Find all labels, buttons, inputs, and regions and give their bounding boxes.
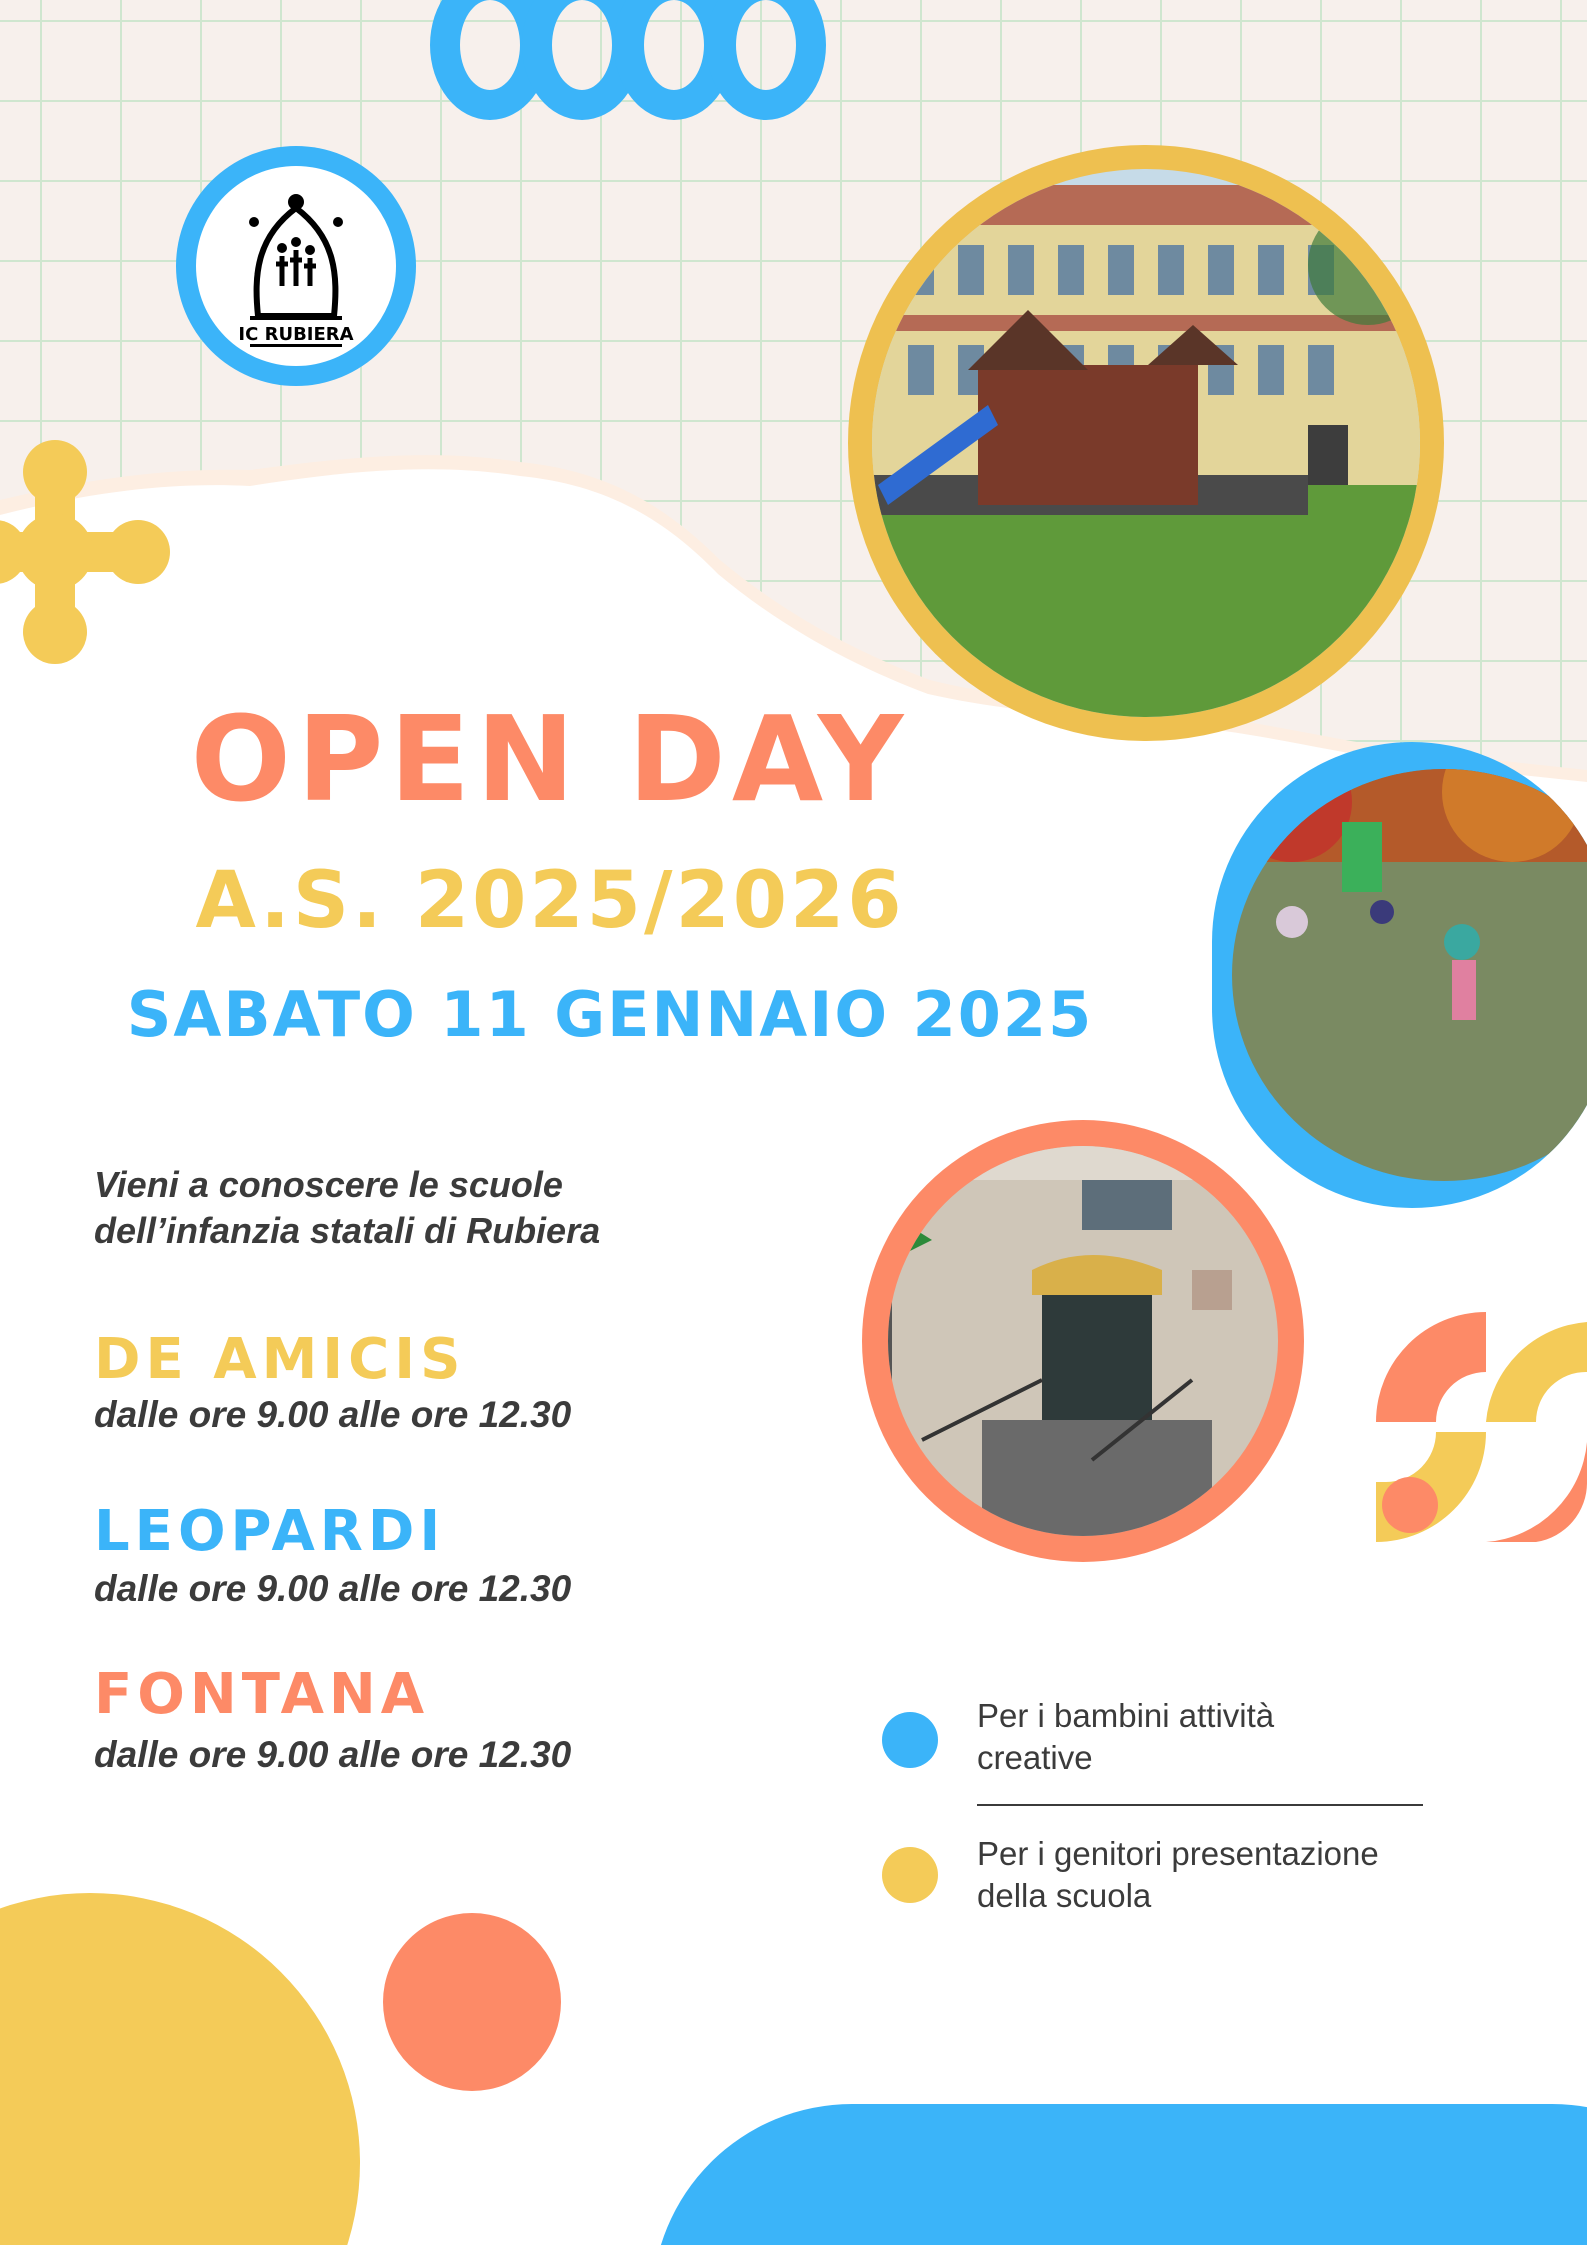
intro-line-2: dell’infanzia statali di Rubiera: [94, 1210, 601, 1251]
school-hours-leopardi: dalle ore 9.00 alle ore 12.30: [94, 1568, 572, 1609]
activity-children-line-2: creative: [977, 1739, 1093, 1776]
school-year: A.S. 2025/2026: [195, 856, 905, 946]
activity-children: [977, 1695, 1457, 1779]
event-title: OPEN DAY: [190, 690, 910, 828]
geometric-shapes-decoration: [1376, 1312, 1587, 1542]
activity-dot-blue: [882, 1712, 938, 1768]
school-name-leopardi: LEOPARDI: [94, 1499, 446, 1564]
activity-parents-line-1: Per i genitori presentazione: [977, 1835, 1379, 1872]
school-entrance-photo: [862, 1120, 1304, 1562]
activity-parents: [977, 1833, 1457, 1917]
intro-text: [94, 1162, 794, 1254]
school-hours-fontana: dalle ore 9.00 alle ore 12.30: [94, 1734, 572, 1775]
activity-divider: [977, 1804, 1423, 1806]
activity-children-line-1: Per i bambini attività: [977, 1697, 1275, 1734]
activity-dot-yellow: [882, 1847, 938, 1903]
yellow-flower-shape: [0, 432, 180, 672]
intro-line-1: Vieni a conoscere le scuole: [94, 1164, 563, 1205]
school-name-de-amicis: DE AMICIS: [94, 1327, 466, 1392]
school-building-photo: [848, 145, 1444, 741]
children-playing-photo: [1212, 742, 1587, 1208]
school-name-fontana: FONTANA: [94, 1662, 430, 1727]
logo-text: IC RUBIERA: [238, 324, 354, 345]
coral-circle-decoration: [383, 1913, 561, 2091]
event-date: SABATO 11 GENNAIO 2025: [126, 978, 1094, 1051]
activity-parents-line-2: della scuola: [977, 1877, 1152, 1914]
school-hours-de-amicis: dalle ore 9.00 alle ore 12.30: [94, 1394, 572, 1435]
blue-rounded-shape: [652, 2104, 1587, 2245]
school-logo: [176, 146, 416, 386]
